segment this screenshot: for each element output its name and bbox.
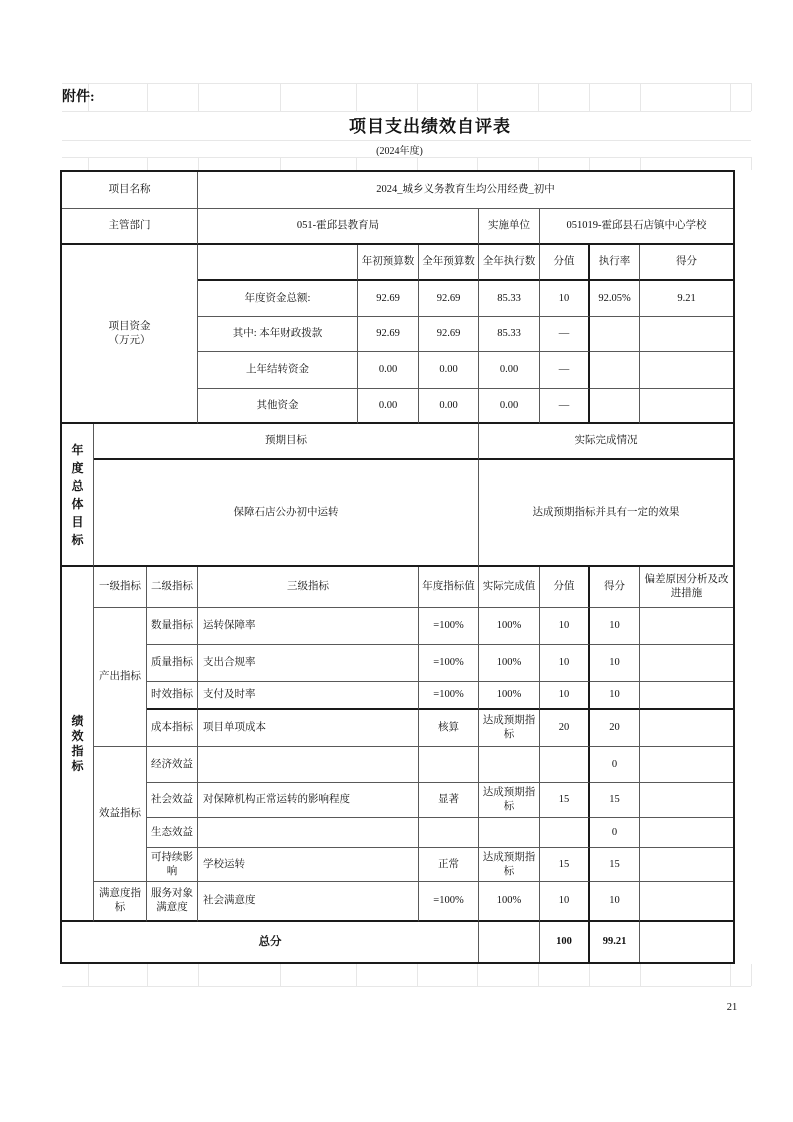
indicator-note [640, 848, 733, 882]
funding-cell [590, 389, 640, 424]
grid-line [477, 157, 478, 170]
total-blank [479, 922, 540, 962]
grid-line [280, 83, 281, 111]
project-name-value: 2024_城乡义务教育生均公用经费_初中 [198, 172, 733, 209]
indicator-score: 0 [590, 818, 640, 848]
indicator-target: =100% [419, 682, 479, 710]
funding-cell: 0.00 [419, 389, 479, 424]
funding-header-executed: 全年执行数 [479, 245, 540, 281]
indicator-score-max: 15 [540, 783, 590, 818]
indicator-score-max [540, 818, 590, 848]
funding-cell: 92.05% [590, 281, 640, 317]
indicator-actual: 达成预期指标 [479, 710, 540, 747]
funding-row-label: 其中: 本年财政拨款 [198, 317, 358, 352]
indicator-note [640, 710, 733, 747]
grid-line [62, 83, 751, 84]
grid-line [751, 157, 752, 170]
grid-line [640, 83, 641, 111]
grid-line [417, 157, 418, 170]
funding-cell: 85.33 [479, 317, 540, 352]
indicator-l3: 对保障机构正常运转的影响程度 [198, 783, 419, 818]
grid-line [280, 157, 281, 170]
indicator-note [640, 783, 733, 818]
indicator-l2: 数量指标 [147, 608, 198, 645]
grid-line [62, 986, 751, 987]
funding-cell: 0.00 [419, 352, 479, 389]
expected-goal-value: 保障石店公办初中运转 [94, 460, 479, 567]
indicator-header-score-max: 分值 [540, 567, 590, 608]
grid-line [88, 157, 89, 170]
grid-line [477, 964, 478, 986]
funding-label-line2: （万元） [108, 334, 151, 346]
grid-line [356, 83, 357, 111]
grid-line [477, 83, 478, 111]
attachment-label: 附件: [62, 90, 95, 105]
indicator-target: =100% [419, 882, 479, 922]
funding-cell: — [540, 317, 590, 352]
page-number: 21 [726, 1002, 738, 1013]
indicator-header-l2: 二级指标 [147, 567, 198, 608]
funding-cell: 92.69 [358, 281, 419, 317]
funding-cell: 0.00 [479, 389, 540, 424]
indicator-score-max: 20 [540, 710, 590, 747]
page-subtitle: (2024年度) [376, 146, 423, 157]
funding-header-initial: 年初预算数 [358, 245, 419, 281]
funding-cell [590, 352, 640, 389]
grid-line [640, 157, 641, 170]
indicator-l3 [198, 818, 419, 848]
funding-section-label [62, 245, 198, 424]
group-benefit: 效益指标 [94, 747, 147, 882]
funding-label-line1: 项目资金 [108, 320, 151, 332]
grid-line [62, 140, 751, 141]
funding-row-label: 其他资金 [198, 389, 358, 424]
indicator-score-max: 10 [540, 645, 590, 682]
indicator-note [640, 818, 733, 848]
grid-line [589, 83, 590, 111]
impl-unit-label: 实施单位 [479, 209, 540, 245]
funding-cell [640, 317, 733, 352]
indicator-l2: 社会效益 [147, 783, 198, 818]
group-output: 产出指标 [94, 608, 147, 747]
indicator-score-max: 15 [540, 848, 590, 882]
indicator-header-note: 偏差原因分析及改进措施 [640, 567, 733, 608]
funding-header-annual: 全年预算数 [419, 245, 479, 281]
indicator-score: 10 [590, 645, 640, 682]
indicator-target [419, 747, 479, 783]
grid-line [730, 83, 731, 111]
grid-line [147, 157, 148, 170]
indicator-actual: 100% [479, 645, 540, 682]
indicator-header-target: 年度指标值 [419, 567, 479, 608]
annual-goal-section-label: 年度总体目标 [62, 424, 94, 567]
grid-line [198, 964, 199, 986]
grid-line [538, 83, 539, 111]
grid-line [198, 157, 199, 170]
funding-header-score-max: 分值 [540, 245, 590, 281]
funding-header-blank [198, 245, 358, 281]
grid-line [751, 964, 752, 986]
indicators-section-label: 绩效指标 [62, 567, 94, 922]
funding-cell: 0.00 [358, 389, 419, 424]
funding-row-label: 上年结转资金 [198, 352, 358, 389]
indicator-score: 10 [590, 608, 640, 645]
indicator-l3: 支出合规率 [198, 645, 419, 682]
indicator-target [419, 818, 479, 848]
indicator-note [640, 608, 733, 645]
funding-cell: 92.69 [419, 317, 479, 352]
grid-line [751, 83, 752, 111]
grid-line [62, 157, 751, 158]
funding-cell: — [540, 352, 590, 389]
indicator-actual: 达成预期指标 [479, 848, 540, 882]
grid-line [356, 964, 357, 986]
funding-cell: 9.21 [640, 281, 733, 317]
indicator-score-max: 10 [540, 882, 590, 922]
indicator-l2: 时效指标 [147, 682, 198, 710]
indicator-header-l1: 一级指标 [94, 567, 147, 608]
indicator-l2: 成本指标 [147, 710, 198, 747]
indicator-l2: 质量指标 [147, 645, 198, 682]
actual-completion-header: 实际完成情况 [479, 424, 733, 460]
self-evaluation-table [60, 170, 735, 964]
total-score-max: 100 [540, 922, 590, 962]
indicator-score: 0 [590, 747, 640, 783]
indicator-note [640, 682, 733, 710]
grid-line [538, 157, 539, 170]
indicator-l2: 生态效益 [147, 818, 198, 848]
indicator-actual: 达成预期指标 [479, 783, 540, 818]
indicator-l3: 支付及时率 [198, 682, 419, 710]
indicator-target: 正常 [419, 848, 479, 882]
grid-line [589, 964, 590, 986]
indicator-score: 10 [590, 882, 640, 922]
indicator-target: 显著 [419, 783, 479, 818]
funding-row-label: 年度资金总额: [198, 281, 358, 317]
funding-cell: — [540, 389, 590, 424]
total-note [640, 922, 733, 962]
project-name-label: 项目名称 [62, 172, 198, 209]
indicator-target: =100% [419, 608, 479, 645]
indicator-header-actual: 实际完成值 [479, 567, 540, 608]
funding-header-rate: 执行率 [590, 245, 640, 281]
indicator-actual: 100% [479, 608, 540, 645]
indicator-note [640, 747, 733, 783]
indicator-score: 15 [590, 783, 640, 818]
grid-line [198, 83, 199, 111]
indicator-score: 10 [590, 682, 640, 710]
impl-unit-value: 051019-霍邱县石店镇中心学校 [540, 209, 733, 245]
indicator-score-max: 10 [540, 682, 590, 710]
funding-cell: 92.69 [419, 281, 479, 317]
grid-line [147, 964, 148, 986]
funding-cell: 0.00 [358, 352, 419, 389]
grid-line [589, 157, 590, 170]
grid-line [88, 964, 89, 986]
indicator-l3: 项目单项成本 [198, 710, 419, 747]
grid-line [640, 964, 641, 986]
funding-cell: 92.69 [358, 317, 419, 352]
group-satisfaction: 满意度指标 [94, 882, 147, 922]
grid-line [538, 964, 539, 986]
total-label: 总分 [62, 922, 479, 962]
actual-completion-value: 达成预期指标并具有一定的效果 [479, 460, 733, 567]
indicator-l3: 运转保障率 [198, 608, 419, 645]
indicator-note [640, 645, 733, 682]
grid-line [417, 964, 418, 986]
funding-header-score: 得分 [640, 245, 733, 281]
indicator-target: =100% [419, 645, 479, 682]
funding-cell [640, 352, 733, 389]
funding-cell [590, 317, 640, 352]
dept-value: 051-霍邱县教育局 [198, 209, 479, 245]
indicator-target: 核算 [419, 710, 479, 747]
grid-line [417, 83, 418, 111]
indicator-note [640, 882, 733, 922]
indicator-actual: 100% [479, 882, 540, 922]
indicator-l2: 可持续影响 [147, 848, 198, 882]
indicator-l3: 学校运转 [198, 848, 419, 882]
indicator-score-max: 10 [540, 608, 590, 645]
indicator-l2: 服务对象满意度 [147, 882, 198, 922]
funding-cell: 0.00 [479, 352, 540, 389]
indicator-l3: 社会满意度 [198, 882, 419, 922]
indicator-score-max [540, 747, 590, 783]
grid-line [730, 964, 731, 986]
funding-cell [640, 389, 733, 424]
dept-label: 主管部门 [62, 209, 198, 245]
indicator-score: 20 [590, 710, 640, 747]
indicator-l3 [198, 747, 419, 783]
indicator-actual: 100% [479, 682, 540, 710]
indicator-l2: 经济效益 [147, 747, 198, 783]
grid-line [356, 157, 357, 170]
total-score: 99.21 [590, 922, 640, 962]
grid-line [147, 83, 148, 111]
indicator-header-score: 得分 [590, 567, 640, 608]
expected-goal-header: 预期目标 [94, 424, 479, 460]
page-title: 项目支出绩效自评表 [349, 117, 511, 136]
indicator-actual [479, 818, 540, 848]
funding-cell: 85.33 [479, 281, 540, 317]
funding-cell: 10 [540, 281, 590, 317]
indicator-header-l3: 三级指标 [198, 567, 419, 608]
indicator-score: 15 [590, 848, 640, 882]
grid-line [280, 964, 281, 986]
indicator-actual [479, 747, 540, 783]
